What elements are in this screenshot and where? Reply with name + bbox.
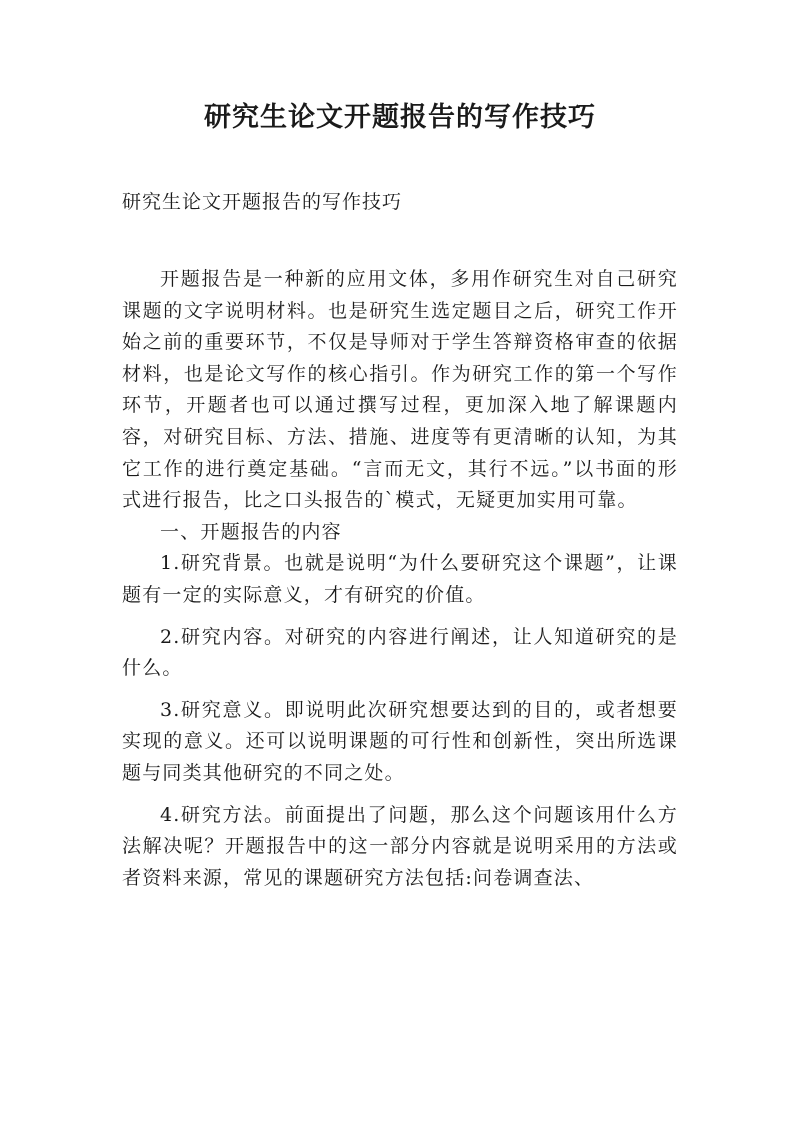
paragraph-research-method: 4.研究方法。前面提出了问题，那么这个问题该用什么方法解决呢？开题报告中的这一部分内容就是说明采用的方法或者资料来源，常见的课题研究方法包括:问卷调查法、	[122, 803, 678, 889]
document-body	[122, 264, 678, 894]
paragraph-research-significance: 3.研究意义。即说明此次研究想要达到的目的，或者想要实现的意义。还可以说明课题的可行性和创新性，突出所选课题与同类其他研究的不同之处。	[122, 698, 678, 784]
paragraph-research-background: 1.研究背景。也就是说明“为什么要研究这个课题”，让课题有一定的实际意义，才有研究的价值。	[122, 552, 678, 606]
document-subtitle: 研究生论文开题报告的写作技巧	[122, 191, 403, 213]
section-heading-content: 一、开题报告的内容	[160, 520, 342, 543]
paragraph-research-content: 2.研究内容。对研究的内容进行阐述，让人知道研究的是什么。	[122, 625, 678, 680]
paragraph-intro: 开题报告是一种新的应用文体，多用作研究生对自己研究课题的文字说明材料。也是研究生选定题目之后，研究工作开始之前的重要环节，不仅是导师对于学生答辩资格审查的依据材料，也是论文写作的核心指引。作为研究工作的第一个写作环节，开题者也可以通过撰写过程，更加深入地了解课题内容，对研究目标、方法、措施、进度等有更清晰的认知，为其它工作的进行奠定基础。“言而无文，其行不远。”以书面的形式进行报告，比之口头报告的`模式，无疑更加实用可靠。	[122, 268, 678, 512]
document-title: 研究生论文开题报告的写作技巧	[204, 102, 596, 133]
